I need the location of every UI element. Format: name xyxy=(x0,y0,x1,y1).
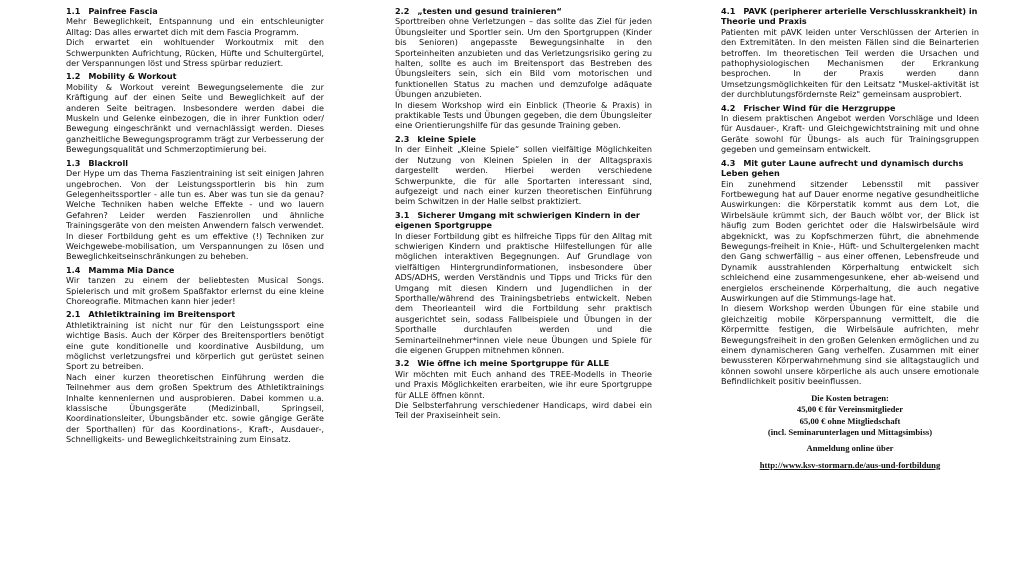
section xyxy=(395,358,652,420)
cost-box xyxy=(721,393,979,472)
section xyxy=(395,210,652,356)
section-paragraph: Der Hype um das Thema Faszientraining ist seit einigen Jahren ungebrochen. Von der Leistungssportlerin bis hin zum Gelegenheitssportler - alle tun es. Aber was tun sie da genau? Welche Techniken haben welche Effekte - und wo lauern Gefahren? Leider werden Faszienrollen und ähnliche Trainingsgeräte von den meisten Anwendern falsch verwendet. In dieser Fortbildung geht es um effektive (!) Techniken zur Weichgewebe-mobilisation, um Verspannungen zu lösen und Beweglichkeitseinschränkungen zu beheben. xyxy=(66,168,324,262)
section-number: 1.1 xyxy=(66,6,81,16)
section-title: Wie öffne ich meine Sportgruppe für ALLE xyxy=(417,358,610,369)
section-heading xyxy=(721,6,979,27)
section-title: Mobility & Workout xyxy=(88,71,177,82)
registration-link[interactable]: http://www.ksv-stormarn.de/aus-und-fortbildung xyxy=(759,460,941,471)
section-paragraph: Dich erwartet ein wohltuender Workoutmix mit den Schwerpunkten Aufrichtung, Rücken, Hüfte und Schultergürtel, der Verspannungen löst und Stress spürbar reduziert. xyxy=(66,37,324,69)
section-title: Painfree Fascia xyxy=(88,6,158,16)
section xyxy=(395,6,652,131)
section-heading xyxy=(395,358,652,368)
section-title: Mit guter Laune aufrecht und dynamisch durchs Leben gehen xyxy=(721,157,964,179)
section xyxy=(395,134,652,207)
section xyxy=(66,71,324,154)
section-paragraph: In diesem Workshop wird ein Einblick (Theorie & Praxis) in praktikable Tests und Übungen gegeben, die dem Übungsleiter eine Orientierungshilfe für das gesunde Training geben. xyxy=(395,99,652,131)
section-heading xyxy=(66,71,324,81)
section-paragraph: Wir möchten mit Euch anhand des TREE-Modells in Theorie und Praxis Möglichkeiten erarbeiten, wie ihr eure Sportgruppe für ALLE öffnen könnt. xyxy=(395,368,652,400)
section-number: 3.2 xyxy=(395,358,410,369)
section-paragraph: Die Selbsterfahrung verschiedener Handicaps, wird dabei ein Teil der Praxiseinheit sein. xyxy=(395,400,652,421)
section xyxy=(721,6,979,100)
section-title: Frischer Wind für die Herzgruppe xyxy=(743,102,896,113)
section-title: kleine Spiele xyxy=(417,133,476,144)
section-paragraph: Patienten mit pAVK leiden unter Verschlüssen der Arterien in den Extremitäten. In den meisten Fällen sind die Beinarterien betroffen. Im theoretischen Teil werden die Ursachen und pathophysiologischen Mechanismen der Erkrankung besprochen. In der Praxis werden dann Umsetzungsmöglichkeiten für den Leitsatz "Muskel-aktivität ist der durchblutungsfördernste Reiz" gemeinsam ausprobiert. xyxy=(721,26,979,100)
section xyxy=(66,309,324,444)
section-paragraph: Sporttreiben ohne Verletzungen – das sollte das Ziel für jeden Übungsleiter und Sportler sein. Um den Sportgruppen (Kinder bis Senioren) angepasste Bewegungsinhalte in den Sporteinheiten anzubieten und das Verletzungsrisiko gering zu halten, sollte es auch im Breitensport das Bestreben des Übungsleiters sein, sich ein Bild vom motorischen und funktionellen Status zu machen und demzufolge adäquate Übungen anzubieten. xyxy=(395,16,652,100)
section-heading xyxy=(66,6,324,16)
section-paragraph: Mehr Beweglichkeit, Entspannung und ein entschleunigter Alltag: Das alles erwartet dich mit dem Fascia Programm. xyxy=(66,16,324,37)
section xyxy=(66,265,324,307)
section-heading xyxy=(395,210,652,231)
section-number: 4.3 xyxy=(721,157,736,168)
section-heading xyxy=(66,158,324,168)
section-paragraph: In diesem Workshop werden Übungen für eine stabile und gleichzeitig mobile Körperspannung vermittelt, die die Körpermitte festigen, die Wirbelsäule aufrichten, mehr Bewegungsfreiheit in den großen Gelenken ermöglichen und zu einem dynamischeren Gang verhelfen. Zusammen mit einer bewussteren Körperwahrnehmung sind sie alltagstauglich und können sowohl unsere körperliche als auch unsere emotionale Befindlichkeit positiv beeinflussen. xyxy=(721,303,979,387)
section-paragraph: In der Einheit „Kleine Spiele“ sollen vielfältige Möglichkeiten der Nutzung von Kleinen Spielen in der Alltagspraxis dargestellt werden. Hierbei werden verschiedene Schwerpunkte, die für alle Sportarten interessant sind, aufgezeigt und nach einer kurzen theoretischen Einführung beim Schwitzen in der Halle selbst praktiziert. xyxy=(395,144,652,207)
cost-non-members: 65,00 € ohne Mitgliedschaft xyxy=(799,415,901,426)
section-number: 2.2 xyxy=(395,6,410,16)
section-heading xyxy=(395,134,652,144)
section-title: Mamma Mia Dance xyxy=(88,264,175,275)
cost-heading: Die Kosten betragen: xyxy=(811,392,889,403)
section-number: 3.1 xyxy=(395,209,410,220)
registration-label: Anmeldung online über xyxy=(806,442,894,453)
section-number: 4.1 xyxy=(721,6,736,16)
section-number: 2.1 xyxy=(66,309,81,320)
section-title: PAVK (peripherer arterielle Verschlusskrankheit) in Theorie und Praxis xyxy=(721,6,978,27)
section xyxy=(66,158,324,262)
section-title: Sicherer Umgang mit schwierigen Kindern in der eigenen Sportgruppe xyxy=(395,209,640,231)
section-number: 2.3 xyxy=(395,133,410,144)
section-paragraph: Athletiktraining ist nicht nur für den Leistungssport eine wichtige Basis. Auch der Körper des Breitensportlers benötigt eine gute konditionelle und koordinative Ausbildung, um möglichst verletzungsfrei und körperlich gut gerüstet seinen Sport zu betreiben. xyxy=(66,319,324,372)
section-number: 1.2 xyxy=(66,71,81,82)
section-paragraph: Nach einer kurzen theoretischen Einführung werden die Teilnehmer aus dem großen Spektrum des Athletiktrainings Inhalte kennenlernen und ausprobieren. Dabei kommen u.a. klassische Übungsgeräte (Medizinball, Springseil, Koordinationsleiter, Übungsbänder etc. sowie gängige Geräte der Sporthallen) für das Koordinations-, Kraft-, Ausdauer-, Schnelligkeits- und Beweglichkeitstraining zum Einsatz. xyxy=(66,371,324,445)
section xyxy=(66,6,324,68)
section-title: „testen und gesund trainieren“ xyxy=(417,6,562,16)
section-paragraph: In diesem praktischen Angebot werden Vorschläge und Ideen für Ausdauer-, Kraft- und Gleichgewichtstraining mit und ohne Geräte sowohl für Übungs- als auch für Trainingsgruppen gegeben und gemeinsam entwickelt. xyxy=(721,113,979,155)
section-paragraph: Mobility & Workout vereint Bewegungselemente die zur Kräftigung auf der einen Seite und Beweglichkeit auf der anderen Seite beitragen. Insbesondere werden dabei die Muskeln und Gelenke einbezogen, die in ihrer Funktion oder/ Bewegung eingeschränkt und vernachlässigt werden. Dieses ganzheitliche Bewegungsprogramm trägt zur Verbesserung der Bewegungsqualität und Schmerzoptimierung bei. xyxy=(66,81,324,155)
section-number: 1.3 xyxy=(66,157,81,168)
section-paragraph: Wir tanzen zu einem der beliebtesten Musical Songs. Spielerisch und mit großem Spaßfaktor erlernst du eine kleine Choreografie. Mitmachen kann hier jeder! xyxy=(66,275,324,306)
section-heading xyxy=(66,309,324,319)
section xyxy=(721,158,979,387)
cost-members: 45,00 € für Vereinsmitglieder xyxy=(796,404,904,415)
section-heading xyxy=(721,103,979,113)
cost-note: (incl. Seminarunterlagen und Mittagsimbiss) xyxy=(767,427,933,438)
section-number: 1.4 xyxy=(66,264,81,275)
section-title: Blackroll xyxy=(88,157,129,168)
section-paragraph: In dieser Fortbildung gibt es hilfreiche Tipps für den Alltag mit schwierigen Kindern und praktische Hilfestellungen für alle möglichen interaktiven Begegnungen. Auf Grundlage von vielfältigen Hintergrundinformationen, insbesondere über ADS/ADHS, werden Verständnis und Tipps und Tricks für den Umgang mit diesen Kindern und Jugendlichen in der Sporthalle/während des Trainingsbetriebs entwickelt. Neben dem Theorieanteil wird die Fortbildung sehr praktisch ausgerichtet sein, sodass Fallbeispiele und Übungen in der Sporthalle durchlaufen werden und die Seminarteilnehmer*innen viele neue Übungen und Spiele für die eigenen Gruppen mitnehmen können. xyxy=(395,230,652,355)
section-number: 4.2 xyxy=(721,102,736,113)
section-heading xyxy=(395,6,652,16)
section-title: Athletiktraining im Breitensport xyxy=(88,309,236,320)
section-paragraph: Ein zunehmend sitzender Lebensstil mit passiver Fortbewegung hat auf Dauer enorme negative gesundheitliche Auswirkungen: die Körperstatik kommt aus dem Lot, die Wirbelsäule krümmt sich, der Bauch wölbt vor, der Blick ist häufig zum Boden gerichtet oder die Halswirbelsäule wird abgeknickt, was zu Kopfschmerzen führt, die abnehmende Bewegungs-freiheit in Knie-, Hüft- und Schultergelenken macht den Gang schwerfällig – aus einer offenen, Lebensfreude und Dynamik ausstrahlenden Körperhaltung entwickelt sich schleichend eine zusammengesunkene, eher ab-weisend und energielos erscheinende Körperhaltung, die auch negative Auswirkungen auf die Stimmungs-lage hat. xyxy=(721,178,979,303)
column-3 xyxy=(721,6,979,472)
section xyxy=(721,103,979,155)
section-heading xyxy=(66,265,324,275)
column-1 xyxy=(66,6,324,448)
section-heading xyxy=(721,158,979,179)
column-2 xyxy=(395,6,652,424)
